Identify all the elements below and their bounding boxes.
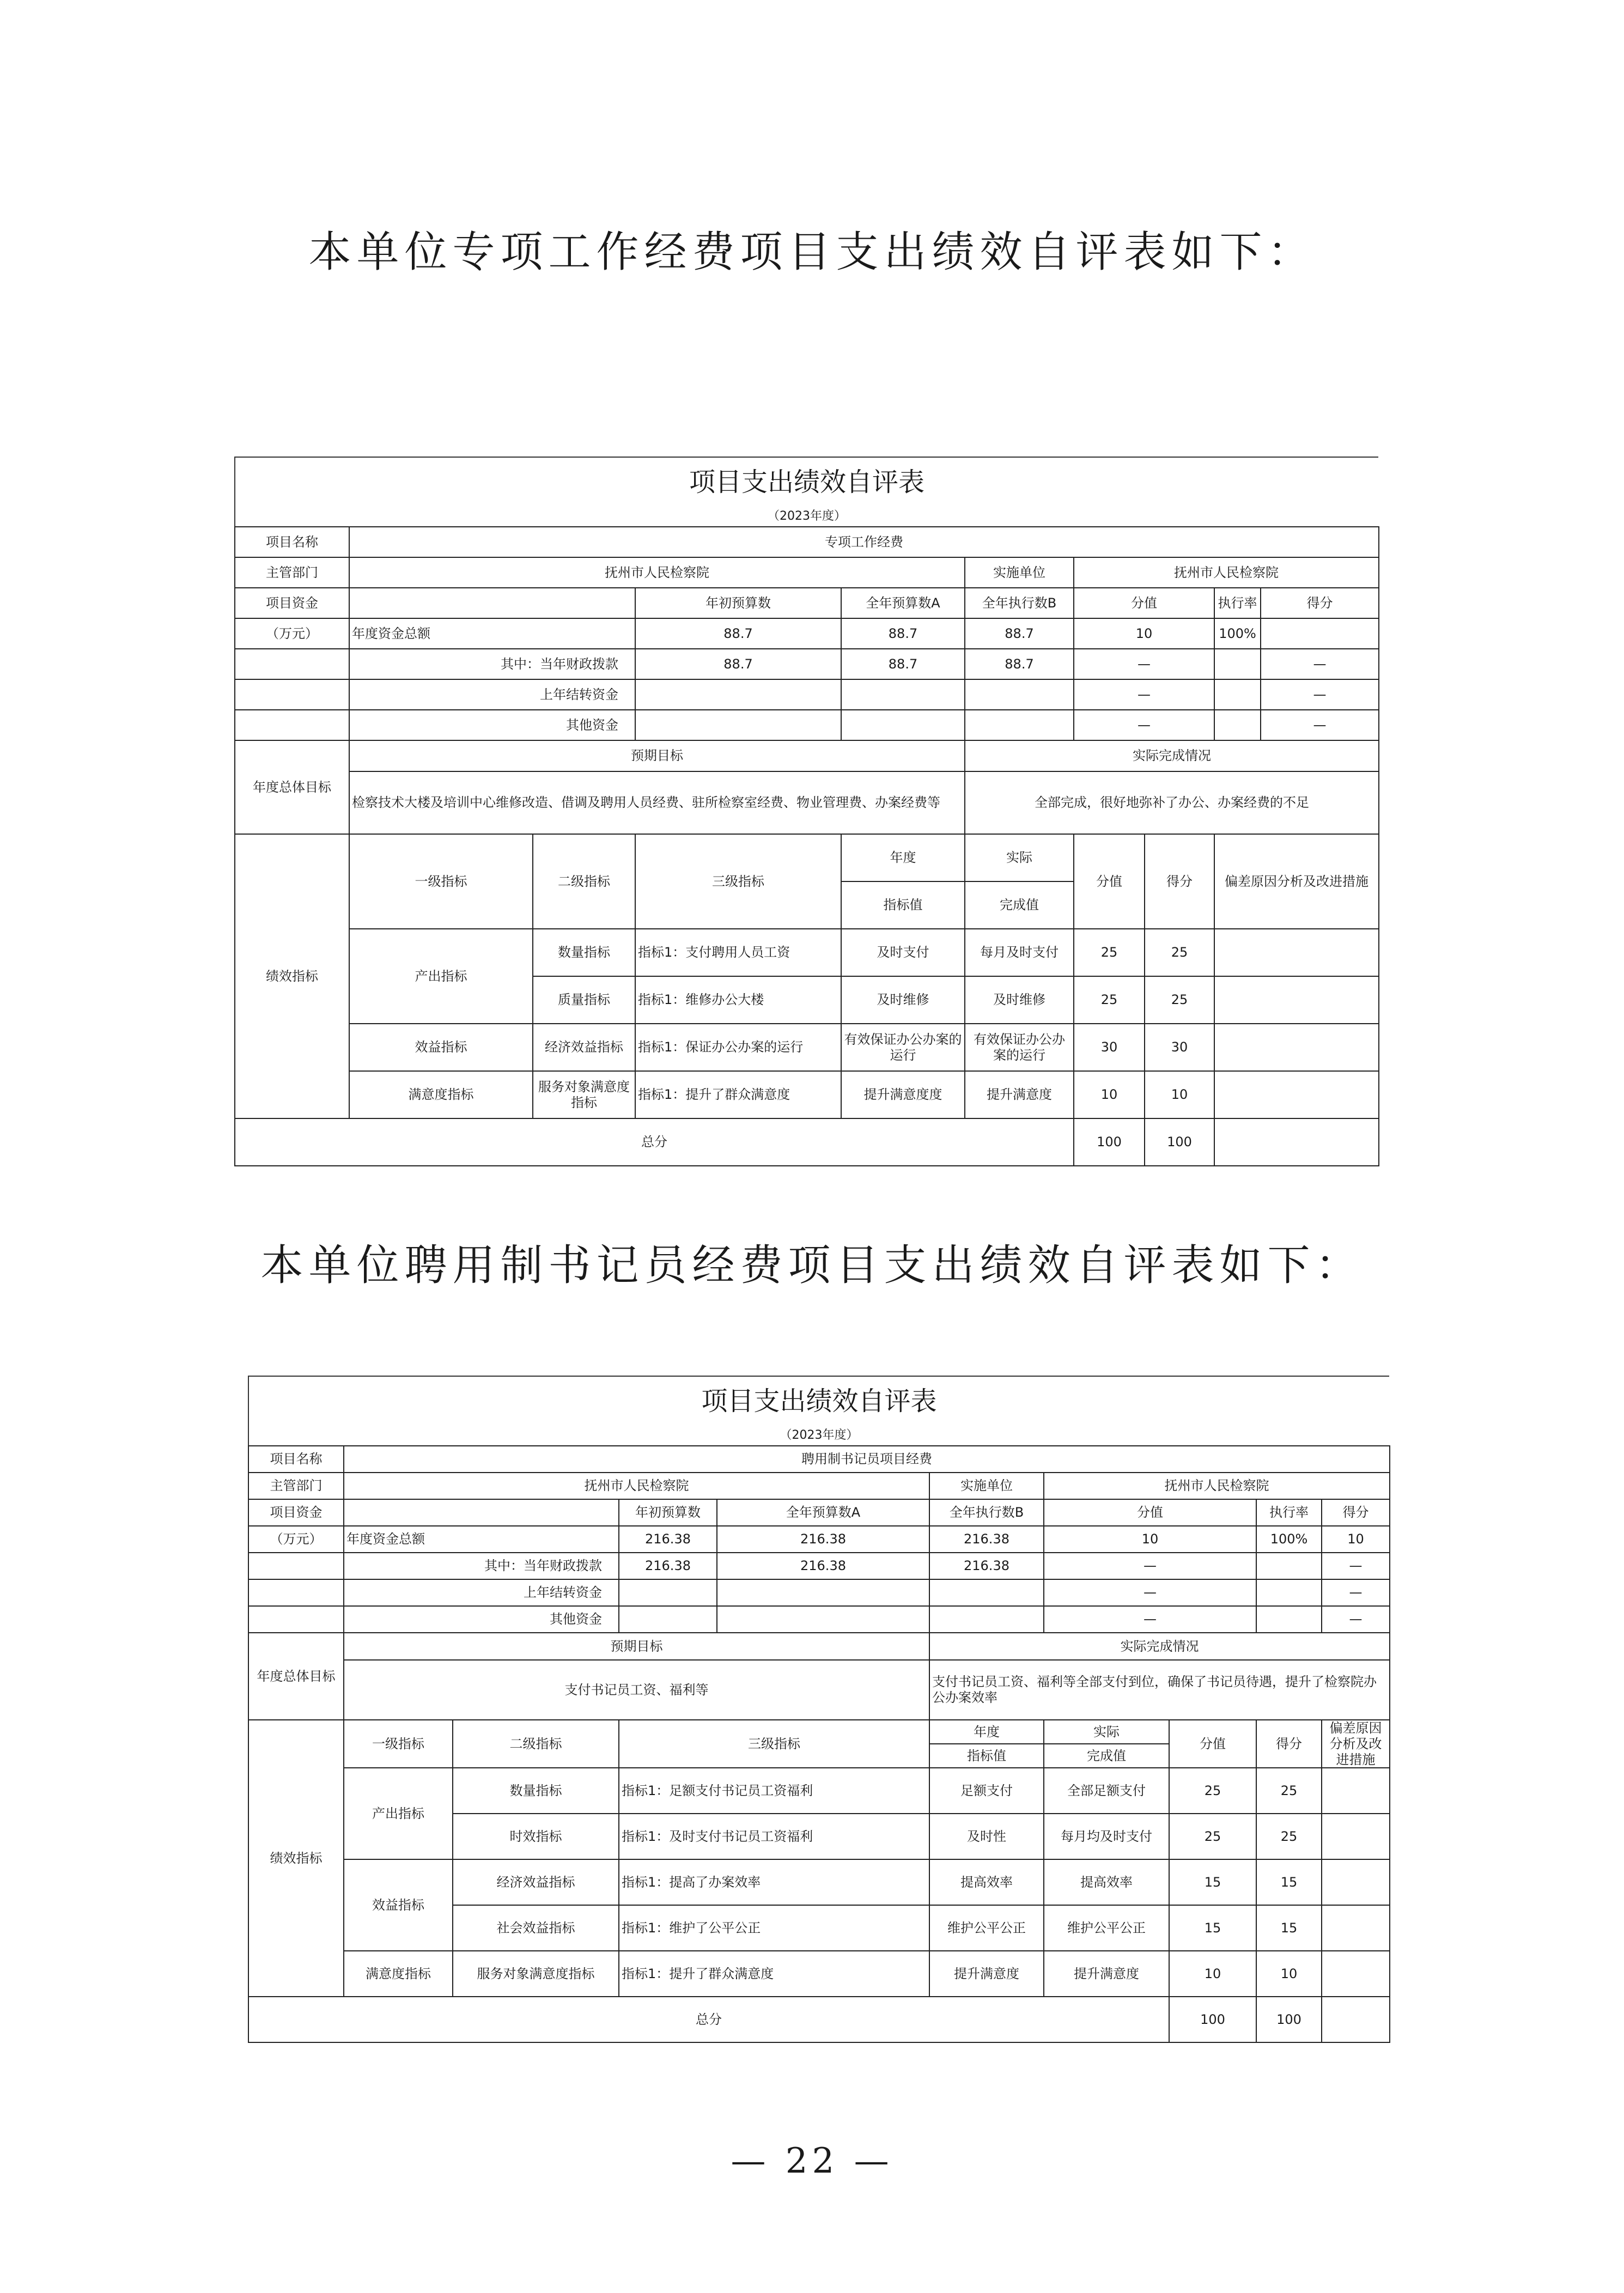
row-value: 10: [1074, 1071, 1145, 1118]
dash: —: [1261, 649, 1379, 679]
label-output: 产出指标: [349, 929, 533, 1024]
row-score: 25: [1145, 976, 1214, 1024]
label-funds: 项目资金: [235, 588, 349, 618]
row-target: 足额支付: [929, 1768, 1044, 1814]
row-l2: 服务对象满意度指标: [453, 1951, 619, 1997]
row-l2: 质量指标: [533, 976, 635, 1024]
row-l3: 指标1：提升了群众满意度: [635, 1071, 841, 1118]
label-impl-unit: 实施单位: [965, 557, 1074, 588]
label-annual-goal: 年度总体目标: [248, 1633, 344, 1720]
row-l3: 指标1：及时支付书记员工资福利: [619, 1814, 929, 1859]
actual-status-text: 全部完成，很好地弥补了办公、办案经费的不足: [965, 771, 1379, 834]
label-fiscal: 其中：当年财政拨款: [349, 649, 635, 679]
label-perf-indicator: 绩效指标: [235, 834, 349, 1118]
col-level1: 一级指标: [349, 834, 533, 929]
total-value: 100: [1074, 1118, 1145, 1166]
row-target: 及时支付: [841, 929, 965, 976]
label-other: 其他资金: [349, 710, 635, 740]
label-total-funds: 年度资金总额: [344, 1526, 619, 1553]
col-initial-budget: 年初预算数: [635, 588, 841, 618]
col-score-value: 分值: [1044, 1499, 1256, 1526]
total-score-value: 10: [1074, 618, 1214, 649]
fiscal-full: 88.7: [841, 649, 965, 679]
row-done: 及时维修: [965, 976, 1074, 1024]
row-target: 有效保证办公办案的运行: [841, 1024, 965, 1071]
table-year: （2023年度）: [234, 507, 1378, 526]
row-value: 25: [1074, 976, 1145, 1024]
row-score: 25: [1256, 1768, 1322, 1814]
project-name-value: 聘用制书记员项目经费: [344, 1446, 1390, 1473]
col-full-budget: 全年预算数A: [841, 588, 965, 618]
total-initial: 88.7: [635, 618, 841, 649]
label-unit: （万元）: [248, 1526, 344, 1553]
row-score: 25: [1145, 929, 1214, 976]
col-actual: 实际: [965, 834, 1074, 881]
dept-value: 抚州市人民检察院: [344, 1473, 929, 1499]
row-done: 提升满意度: [965, 1071, 1074, 1118]
fiscal-initial: 216.38: [619, 1553, 717, 1579]
row-l3: 指标1：足额支付书记员工资福利: [619, 1768, 929, 1814]
fiscal-full: 216.38: [717, 1553, 929, 1579]
row-target: 及时维修: [841, 976, 965, 1024]
label-carryover: 上年结转资金: [349, 679, 635, 710]
label-impl-unit: 实施单位: [929, 1473, 1044, 1499]
label-benefit: 效益指标: [349, 1024, 533, 1071]
expected-goal-text: 支付书记员工资、福利等: [344, 1660, 929, 1720]
project-name-value: 专项工作经费: [349, 527, 1379, 557]
label-total-score: 总分: [235, 1118, 1074, 1166]
col-full-exec: 全年执行数B: [929, 1499, 1044, 1526]
col-level2: 二级指标: [453, 1720, 619, 1768]
label-other: 其他资金: [344, 1606, 619, 1633]
row-value: 15: [1169, 1905, 1256, 1951]
performance-table-1: [234, 457, 1378, 1166]
col-level3: 三级指标: [635, 834, 841, 929]
label-total-score: 总分: [248, 1997, 1169, 2042]
row-l3: 指标1：维修办公大楼: [635, 976, 841, 1024]
row-l2: 数量指标: [533, 929, 635, 976]
table-grid: [248, 1445, 1390, 2043]
dash: —: [1261, 710, 1379, 740]
label-project-name: 项目名称: [235, 527, 349, 557]
dash: —: [1044, 1553, 1256, 1579]
total-exec: 88.7: [965, 618, 1074, 649]
col-value: 分值: [1074, 834, 1145, 929]
col-level2: 二级指标: [533, 834, 635, 929]
col-annual: 年度: [929, 1720, 1044, 1744]
row-done: 提高效率: [1044, 1859, 1169, 1905]
col-completed-value: 完成值: [965, 881, 1074, 929]
col-completed-value: 完成值: [1044, 1744, 1169, 1768]
row-done: 有效保证办公办案的运行: [965, 1024, 1074, 1071]
total-full: 88.7: [841, 618, 965, 649]
row-score: 25: [1256, 1814, 1322, 1859]
table-year: （2023年度）: [248, 1426, 1389, 1445]
row-l2: 社会效益指标: [453, 1905, 619, 1951]
row-score: 15: [1256, 1905, 1322, 1951]
dash: —: [1044, 1579, 1256, 1606]
dash: —: [1074, 679, 1214, 710]
row-target: 维护公平公正: [929, 1905, 1044, 1951]
total-score: 100: [1145, 1118, 1214, 1166]
fiscal-exec: 88.7: [965, 649, 1074, 679]
col-full-budget: 全年预算数A: [717, 1499, 929, 1526]
row-l3: 指标1：提高了办案效率: [619, 1859, 929, 1905]
expected-goal-text: 检察技术大楼及培训中心维修改造、借调及聘用人员经费、驻所检察室经费、物业管理费、办案经费等: [349, 771, 965, 834]
row-value: 15: [1169, 1859, 1256, 1905]
dash: —: [1261, 679, 1379, 710]
col-target-value: 指标值: [841, 881, 965, 929]
row-score: 15: [1256, 1859, 1322, 1905]
label-total-funds: 年度资金总额: [349, 618, 635, 649]
row-done: 维护公平公正: [1044, 1905, 1169, 1951]
actual-status-text: 支付书记员工资、福利等全部支付到位，确保了书记员待遇，提升了检察院办公办案效率: [929, 1660, 1390, 1720]
label-perf-indicator: 绩效指标: [248, 1720, 344, 1997]
col-score: 得分: [1145, 834, 1214, 929]
label-satisfaction: 满意度指标: [344, 1951, 453, 1997]
dash: —: [1322, 1606, 1390, 1633]
row-done: 每月及时支付: [965, 929, 1074, 976]
row-l2: 经济效益指标: [533, 1024, 635, 1071]
table-title: 项目支出绩效自评表: [248, 1376, 1389, 1426]
label-benefit: 效益指标: [344, 1859, 453, 1951]
row-done: 提升满意度: [1044, 1951, 1169, 1997]
col-deviation: 偏差原因分析及改进措施: [1322, 1720, 1390, 1768]
section-heading-1: 本单位专项工作经费项目支出绩效自评表如下：: [308, 228, 1316, 277]
performance-table-2: [248, 1376, 1389, 2043]
label-funds: 项目资金: [248, 1499, 344, 1526]
col-score: 得分: [1322, 1499, 1390, 1526]
row-l2: 服务对象满意度指标: [533, 1071, 635, 1118]
total-value: 100: [1169, 1997, 1256, 2042]
row-done: 每月均及时支付: [1044, 1814, 1169, 1859]
row-target: 提升满意度度: [841, 1071, 965, 1118]
label-actual-status: 实际完成情况: [929, 1633, 1390, 1660]
total-rate: 100%: [1256, 1526, 1322, 1553]
col-level3: 三级指标: [619, 1720, 929, 1768]
row-target: 及时性: [929, 1814, 1044, 1859]
col-level1: 一级指标: [344, 1720, 453, 1768]
label-annual-goal: 年度总体目标: [235, 740, 349, 834]
label-actual-status: 实际完成情况: [965, 740, 1379, 771]
row-score: 30: [1145, 1024, 1214, 1071]
label-fiscal: 其中：当年财政拨款: [344, 1553, 619, 1579]
col-initial-budget: 年初预算数: [619, 1499, 717, 1526]
label-output: 产出指标: [344, 1768, 453, 1859]
col-exec-rate: 执行率: [1256, 1499, 1322, 1526]
row-l3: 指标1：支付聘用人员工资: [635, 929, 841, 976]
total-rate: 100%: [1214, 618, 1261, 649]
table-grid: [234, 526, 1379, 1166]
dash: —: [1044, 1606, 1256, 1633]
row-l2: 数量指标: [453, 1768, 619, 1814]
label-carryover: 上年结转资金: [344, 1579, 619, 1606]
col-target-value: 指标值: [929, 1744, 1044, 1768]
dash: —: [1074, 710, 1214, 740]
dash: —: [1322, 1553, 1390, 1579]
row-done: 全部足额支付: [1044, 1768, 1169, 1814]
col-score-value: 分值: [1074, 588, 1214, 618]
impl-unit-value: 抚州市人民检察院: [1044, 1473, 1390, 1499]
dash: —: [1322, 1579, 1390, 1606]
row-value: 30: [1074, 1024, 1145, 1071]
total-score-value: 10: [1044, 1526, 1256, 1553]
col-full-exec: 全年执行数B: [965, 588, 1074, 618]
row-target: 提高效率: [929, 1859, 1044, 1905]
row-value: 25: [1169, 1814, 1256, 1859]
total-score: 10: [1322, 1526, 1390, 1553]
total-full: 216.38: [717, 1526, 929, 1553]
row-value: 10: [1169, 1951, 1256, 1997]
row-l3: 指标1：维护了公平公正: [619, 1905, 929, 1951]
page-number: — 22 —: [731, 2141, 893, 2181]
total-exec: 216.38: [929, 1526, 1044, 1553]
section-heading-2: 本单位聘用制书记员经费项目支出绩效自评表如下：: [260, 1241, 1364, 1290]
col-exec-rate: 执行率: [1214, 588, 1261, 618]
row-score: 10: [1145, 1071, 1214, 1118]
row-l2: 经济效益指标: [453, 1859, 619, 1905]
col-deviation: 偏差原因分析及改进措施: [1214, 834, 1379, 929]
label-dept: 主管部门: [235, 557, 349, 588]
label-expected-goal: 预期目标: [349, 740, 965, 771]
fiscal-exec: 216.38: [929, 1553, 1044, 1579]
total-score: 100: [1256, 1997, 1322, 2042]
label-satisfaction: 满意度指标: [349, 1071, 533, 1118]
row-l2: 时效指标: [453, 1814, 619, 1859]
label-unit: （万元）: [235, 618, 349, 649]
row-l3: 指标1：保证办公办案的运行: [635, 1024, 841, 1071]
col-annual: 年度: [841, 834, 965, 881]
label-dept: 主管部门: [248, 1473, 344, 1499]
dash: —: [1074, 649, 1214, 679]
total-initial: 216.38: [619, 1526, 717, 1553]
col-value: 分值: [1169, 1720, 1256, 1768]
col-score: 得分: [1256, 1720, 1322, 1768]
label-project-name: 项目名称: [248, 1446, 344, 1473]
row-score: 10: [1256, 1951, 1322, 1997]
label-expected-goal: 预期目标: [344, 1633, 929, 1660]
col-score: 得分: [1261, 588, 1379, 618]
col-actual: 实际: [1044, 1720, 1169, 1744]
dept-value: 抚州市人民检察院: [349, 557, 965, 588]
impl-unit-value: 抚州市人民检察院: [1074, 557, 1379, 588]
row-value: 25: [1169, 1768, 1256, 1814]
row-value: 25: [1074, 929, 1145, 976]
row-target: 提升满意度: [929, 1951, 1044, 1997]
table-title: 项目支出绩效自评表: [234, 457, 1378, 507]
row-l3: 指标1：提升了群众满意度: [619, 1951, 929, 1997]
fiscal-initial: 88.7: [635, 649, 841, 679]
